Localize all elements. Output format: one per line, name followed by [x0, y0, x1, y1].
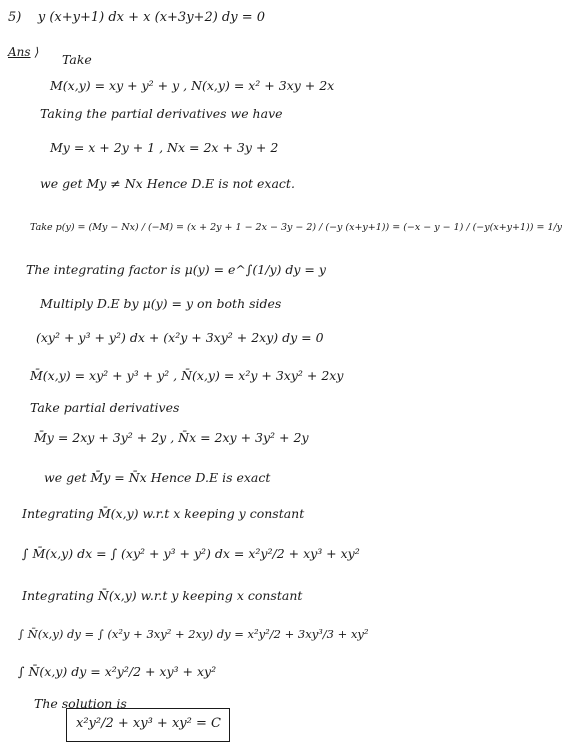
- problem-line: [8, 10, 265, 26]
- line-not-exact: we get My ≠ Nx Hence D.E is not exact.: [40, 176, 295, 191]
- line-integral-n: ∫ N̄(x,y) dy = ∫ (x²y + 3xy² + 2xy) dy = x²y²/2 + 3xy³/3 + xy²: [18, 627, 369, 641]
- line-integrate-m: Integrating M̄(x,y) w.r.t x keeping y constant: [22, 506, 305, 521]
- line-solution-is: The solution is: [34, 696, 127, 711]
- line-multiply: Multiply D.E by μ(y) = y on both sides: [40, 296, 282, 311]
- line-m-n-bar: M̄(x,y) = xy² + y³ + y² , N̄(x,y) = x²y + 3xy² + 2xy: [30, 368, 344, 383]
- line-exact: we get M̄y = N̄x Hence D.E is exact: [44, 470, 271, 485]
- arrow-icon: ⟩: [34, 45, 40, 59]
- line-integral-m: ∫ M̄(x,y) dx = ∫ (xy² + y³ + y²) dx = x²y²/2 + xy³ + xy²: [22, 546, 360, 561]
- line-partials-intro: Taking the partial derivatives we have: [40, 106, 283, 121]
- line-new-de: (xy² + y³ + y²) dx + (x²y + 3xy² + 2xy) dy = 0: [36, 330, 324, 345]
- answer-label: Ans: [8, 45, 31, 59]
- line-take-partials: Take partial derivatives: [30, 400, 180, 415]
- line-m-n: M(x,y) = xy + y² + y , N(x,y) = x² + 3xy + 2x: [50, 78, 335, 93]
- line-my-nx-bar: M̄y = 2xy + 3y² + 2y , N̄x = 2xy + 3y² + 2y: [34, 430, 309, 445]
- solution-text: x²y²/2 + xy³ + xy² = C: [76, 716, 221, 731]
- line-integrating-factor: The integrating factor is μ(y) = e^∫(1/y) dy = y: [26, 262, 326, 277]
- problem-equation: y (x+y+1) dx + x (x+3y+2) dy = 0: [37, 10, 266, 25]
- line-my-nx: My = x + 2y + 1 , Nx = 2x + 3y + 2: [50, 140, 279, 155]
- line-integral-n-simplified: ∫ N̄(x,y) dy = x²y²/2 + xy³ + xy²: [18, 664, 217, 679]
- line-integrate-n: Integrating N̄(x,y) w.r.t y keeping x constant: [22, 588, 303, 603]
- problem-number: 5): [8, 10, 22, 25]
- answer-label-line: [8, 44, 39, 60]
- line-p-of-y: Take p(y) = (My − Nx) / (−M) = (x + 2y + 1 − 2x − 3y − 2) / (−y (x+y+1)) = (−x − y − 1) / (−y(x+y+1)) = 1/y: [30, 222, 562, 233]
- line-take: Take: [62, 52, 92, 67]
